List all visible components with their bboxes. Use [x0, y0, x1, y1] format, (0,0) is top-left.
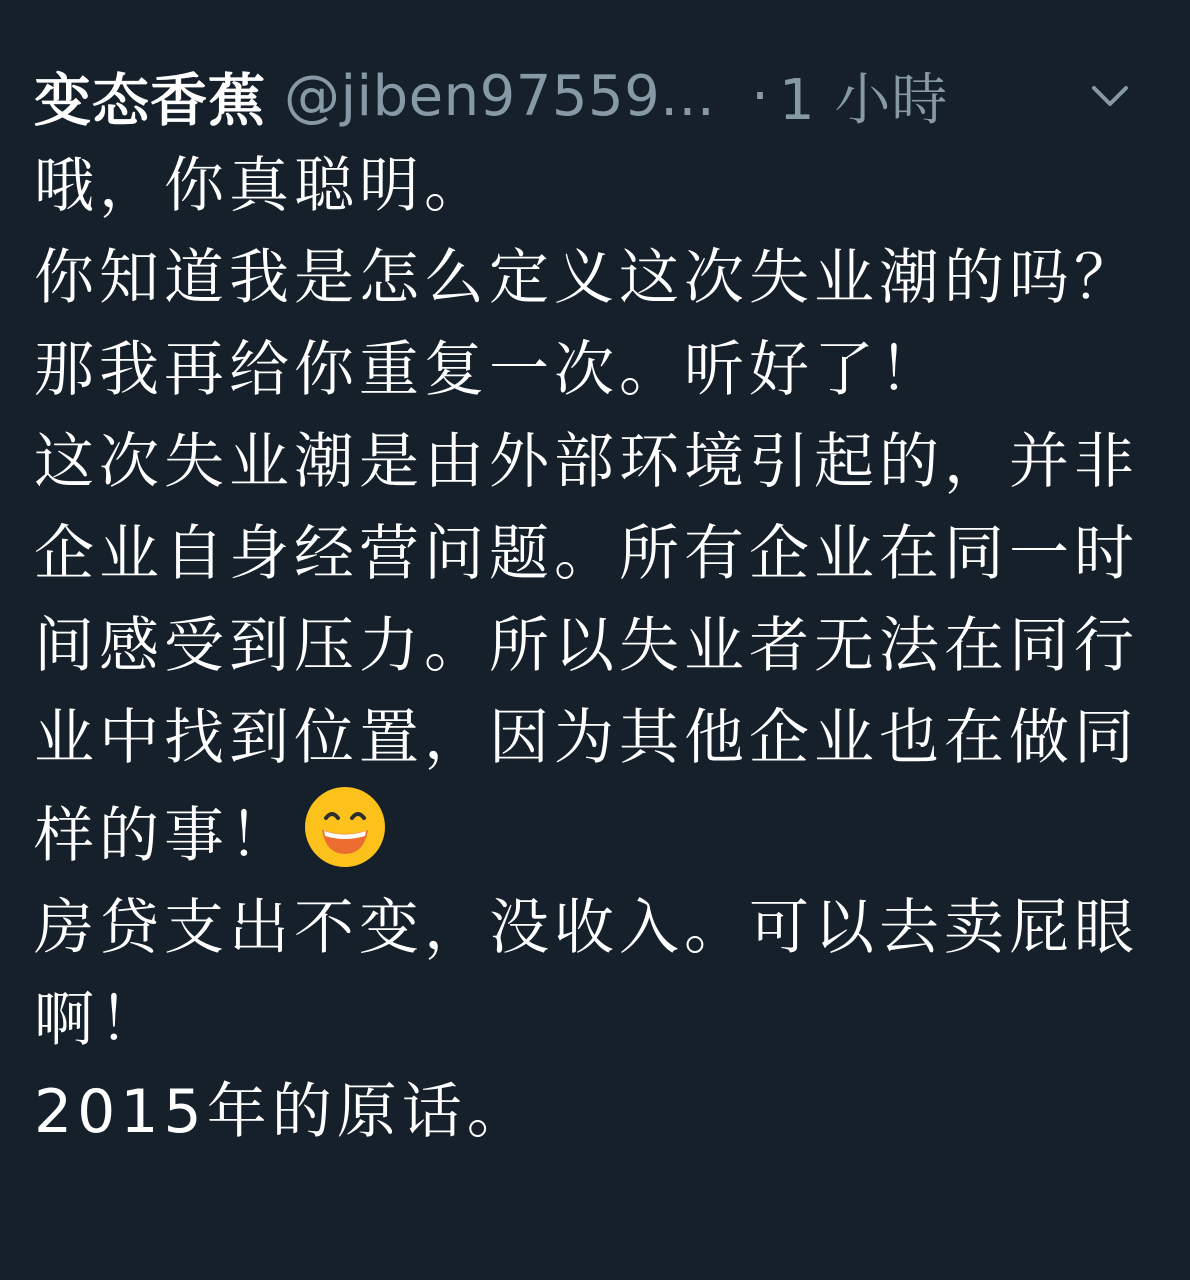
- timestamp[interactable]: 1 小時: [778, 68, 949, 133]
- grinning-smiling-eyes-emoji-icon: [302, 784, 388, 870]
- display-name[interactable]: 变态香蕉: [34, 68, 266, 134]
- tweet-header: [34, 58, 1156, 134]
- tweet-line: 那我再给你重复一次。听好了！: [34, 335, 944, 405]
- user-handle[interactable]: @jiben97559...: [284, 63, 716, 129]
- tweet-line: 房贷支出不变，没收入。可以去卖屁眼啊！: [34, 893, 1139, 1055]
- chevron-down-icon[interactable]: [1088, 74, 1132, 118]
- tweet-line: 2015年的原话。: [34, 1077, 532, 1147]
- separator-dot: ·: [751, 63, 769, 129]
- tweet-line-text: 这次失业潮是由外部环境引起的，并非企业自身经营问题。所有企业在同一时间感受到压力。所以失业者无法在同行业中找到位置，因为其他企业也在做同样的事！: [34, 427, 1139, 871]
- tweet-text: [34, 140, 1154, 1158]
- tweet-line: 你知道我是怎么定义这次失业潮的吗？: [34, 243, 1139, 313]
- tweet-line: 哦，你真聪明。: [34, 151, 489, 221]
- tweet-line-with-emoji: [34, 416, 1154, 882]
